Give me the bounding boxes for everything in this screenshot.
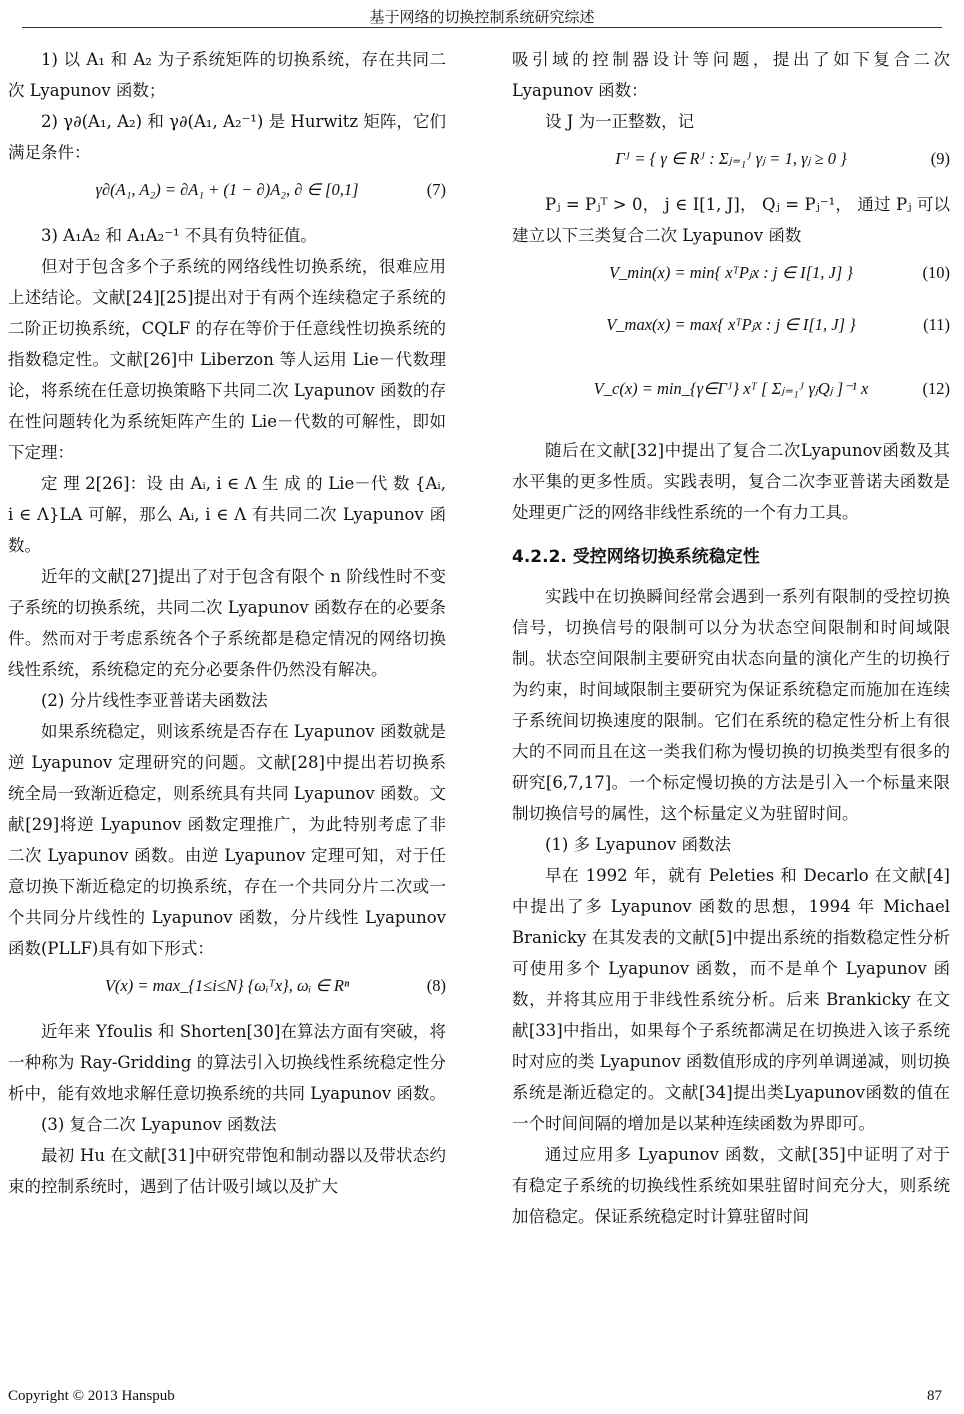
page-number: 87 — [927, 1388, 942, 1404]
equation-9-number: (9) — [930, 149, 950, 168]
equation-9 — [512, 137, 950, 189]
equation-7-body: γ∂(A₁, A₂) = ∂A₁ + (1 − ∂)A₂, ∂ ∈ [0,1] — [95, 180, 359, 199]
paragraph-controlled-switching: 实践中在切换瞬间经常会遇到一系列有限制的受控切换信号，切换信号的限制可以分为状态空间限制和时间域限制。状态空间限制主要研究由状态向量的演化产生的切换行为约束，时间域限制主要研究为保证系统稳定而施加在连续子系统间切换速度的限制。它们在系统的稳定性分析上有很大的不同而且在这一类我们称为慢切换的切换类型有很多的研究[6,7,17]。一个标定慢切换的方法是引入一个标量来限制切换信号的属性，这个标量定义为驻留时间。 — [512, 587, 950, 823]
equation-9-body: Γᴶ = { γ ∈ Rᴶ : Σⱼ₌₁ᴶ γⱼ = 1, γⱼ ≥ 0 } — [615, 149, 847, 168]
equation-10-number: (10) — [922, 263, 950, 282]
equation-11 — [512, 303, 950, 355]
equation-11-number: (11) — [923, 315, 950, 334]
subheading-pllf: (2) 分片线性李亚普诺夫函数法 — [41, 691, 268, 710]
equation-11-body: V_max(x) = max{ xᵀPⱼx : j ∈ I[1, J] } — [606, 315, 856, 334]
equation-10 — [512, 251, 950, 303]
equation-7-number: (7) — [426, 180, 446, 199]
equation-10-body: V_min(x) = min{ xᵀPⱼx : j ∈ I[1, J] } — [608, 263, 854, 282]
paragraph-branicky: 早在 1992 年，就有 Peleties 和 Decarlo 在文献[4]中提出了多 Lyapunov 函数的思想，1994 年 Michael Branicky 在其发表的文献[5]中提出系统的指数稳定性分析可使用多个 Lyapunov 函数，而不是单个 Lyapunov 函数，并将其应用于非线性系统分析。后来 Brankicky 在文献[33]中指出，如果每个子系统都满足在切换进入该子系统时对应的类 Lyapunov 函数值形成的序列单调递减，则切换系统是渐近稳定的。文献[34]提出类Lyapunov函数的值在一个时间间隔的增加是以某种连续函数为界即可。 — [512, 866, 950, 1133]
equation-12-body: V_c(x) = min_{γ∈Γᴶ} xᵀ [ Σⱼ₌₁ᴶ γⱼQⱼ ]⁻¹ x — [593, 379, 869, 398]
left-column — [8, 44, 446, 1202]
paragraph-necessary-condition: 近年的文献[27]提出了对于包含有限个 n 阶线性时不变子系统的切换系统，共同二次 Lyapunov 函数存在的必要条件。然而对于考虑系统各个子系统都是稳定情况的网络切换线性系统，系统稳定的充分必要条件仍然没有解决。 — [8, 567, 446, 679]
equation-12-number: (12) — [922, 379, 950, 398]
subheading-multiple-lyapunov: (1) 多 Lyapunov 函数法 — [545, 835, 732, 854]
paragraph-dwell-time: 通过应用多 Lyapunov 函数，文献[35]中证明了对于有稳定子系统的切换线性系统如果驻留时间充分大，则系统加倍稳定。保证系统稳定时计算驻留时间 — [512, 1145, 950, 1226]
equation-7 — [8, 168, 446, 220]
header-rule — [22, 27, 942, 28]
section-heading-4-2-2: 4.2.2. 受控网络切换系统稳定性 — [512, 547, 760, 567]
right-column — [512, 44, 950, 1232]
item-2: 2) γ∂(A₁, A₂) 和 γ∂(A₁, A₂⁻¹) 是 Hurwitz 矩阵，它们满足条件： — [8, 112, 446, 162]
theorem-2: 定 理 2[26]：设 由 Aᵢ, i ∈ Λ 生 成 的 Lie－代 数 {Aᵢ, i ∈ Λ}LA 可解，那么 Aᵢ, i ∈ Λ 有共同二次 Lyapunov 函数。 — [8, 474, 446, 555]
paragraph-continued: 吸引域的控制器设计等问题，提出了如下复合二次 Lyapunov 函数： — [512, 50, 950, 100]
item-3: 3) A₁A₂ 和 A₁A₂⁻¹ 不具有负特征值。 — [41, 226, 317, 245]
equation-8 — [8, 964, 446, 1016]
equation-8-number: (8) — [426, 976, 446, 995]
subheading-composite-quadratic: (3) 复合二次 Lyapunov 函数法 — [41, 1115, 277, 1134]
paragraph-lie-algebra: 但对于包含多个子系统的网络线性切换系统，很难应用上述结论。文献[24][25]提出对于有两个连续稳定子系统的二阶正切换系统，CQLF 的存在等价于任意线性切换系统的指数稳定性。文献[26]中 Liberzon 等人运用 Lie－代数理论，将系统在任意切换策略下共同二次 Lyapunov 函数的存在性问题转化为系统矩阵产生的 Lie－代数的可解性，即如下定理： — [8, 257, 446, 462]
item-1: 1) 以 A₁ 和 A₂ 为子系统矩阵的切换系统，存在共同二次 Lyapunov 函数； — [8, 50, 446, 100]
paragraph-level-sets: 随后在文献[32]中提出了复合二次Lyapunov函数及其水平集的更多性质。实践表明，复合二次李亚普诺夫函数是处理更广泛的网络非线性系统的一个有力工具。 — [512, 441, 950, 522]
paragraph-hu: 最初 Hu 在文献[31]中研究带饱和制动器以及带状态约束的控制系统时，遇到了估计吸引域以及扩大 — [8, 1146, 446, 1196]
copyright: Copyright © 2013 Hanspub — [8, 1388, 175, 1404]
equation-8-body: V(x) = max_{1≤i≤N} {ωᵢᵀx}, ωᵢ ∈ Rⁿ — [104, 976, 350, 995]
paragraph-ray-gridding: 近年来 Yfoulis 和 Shorten[30]在算法方面有突破，将一种称为 Ray-Gridding 的算法引入切换线性系统稳定性分析中，能有效地求解任意切换系统的共同 Lyapunov 函数。 — [8, 1022, 446, 1103]
paragraph-pj-definition: Pⱼ = Pⱼᵀ > 0， j ∈ I[1, J]， Qⱼ = Pⱼ⁻¹， 通过 Pⱼ 可以建立以下三类复合二次 Lyapunov 函数 — [512, 195, 950, 245]
paragraph-let-j: 设 J 为一正整数，记 — [545, 112, 695, 131]
equation-12 — [512, 355, 950, 435]
running-header: 基于网络的切换控制系统研究综述 — [369, 8, 595, 26]
paragraph-converse-lyapunov: 如果系统稳定，则该系统是否存在 Lyapunov 函数就是逆 Lyapunov 定理研究的问题。文献[28]中提出若切换系统全局一致渐近稳定，则系统具有共同 Lyapunov 函数。文献[29]将逆 Lyapunov 函数定理推广，为此特别考虑了非二次 Lyapunov 函数。由逆 Lyapunov 定理可知，对于任意切换下渐近稳定的切换系统，存在一个共同分片二次或一个共同分片线性的 Lyapunov 函数，分片线性 Lyapunov 函数(PLLF)具有如下形式： — [8, 722, 446, 958]
